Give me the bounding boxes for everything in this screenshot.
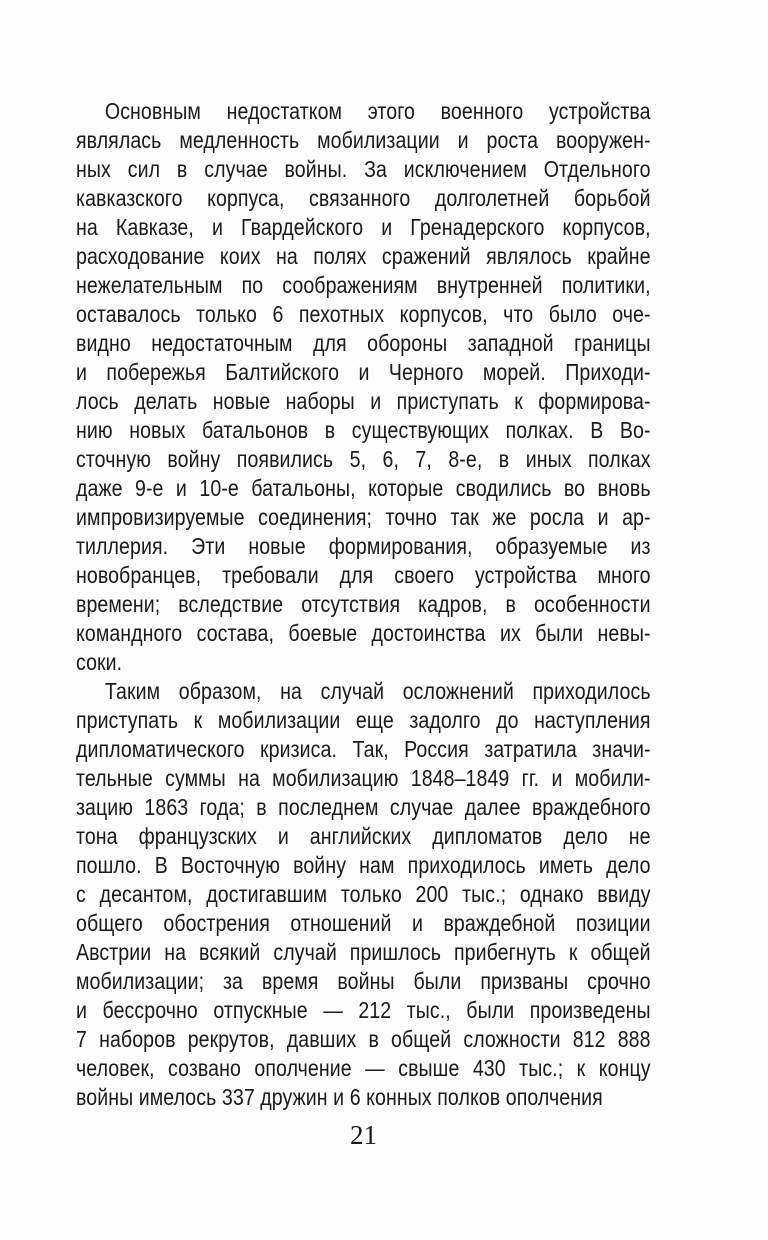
text-line: войны имелось 337 дружин и 6 конных полков ополчения: [76, 1084, 603, 1110]
text-line: нежелательным по соображениям внутренней политики,: [76, 272, 651, 298]
text-line: даже 9-е и 10-е батальоны, которые сводились во вновь: [76, 475, 651, 501]
text-line: кавказского корпуса, связанного долголетней борьбой: [76, 185, 651, 211]
text-line: являлась медленность мобилизации и роста вооружен-: [76, 127, 651, 153]
text-line: оставалось только 6 пехотных корпусов, что было оче-: [76, 301, 651, 327]
text-line: общего обострения отношений и враждебной позиции: [76, 910, 651, 936]
text-line: нию новых батальонов в существующих полках. В Во-: [76, 417, 651, 443]
text-line: видно недостаточным для обороны западной границы: [76, 330, 651, 356]
text-line: Австрии на всякий случай пришлось прибегнуть к общей: [76, 939, 651, 965]
page-text: [76, 97, 651, 1112]
text-line: командного состава, боевые достоинства их были невы-: [76, 620, 651, 646]
text-line: 7 наборов рекрутов, давших в общей сложности 812 888: [76, 1026, 651, 1052]
text-line: дипломатического кризиса. Так, Россия затратила значи-: [76, 736, 651, 762]
text-line: Основным недостатком этого военного устройства: [104, 98, 651, 124]
page-number: 21: [350, 1120, 377, 1150]
text-line: человек, созвано ополчение — свыше 430 тыс.; к концу: [76, 1055, 651, 1081]
text-line: и побережья Балтийского и Черного морей. Приходи-: [76, 359, 651, 385]
text-line: тона французских и английских дипломатов дело не: [76, 823, 651, 849]
text-line: тиллерия. Эти новые формирования, образуемые из: [76, 533, 651, 559]
text-line: импровизируемые соединения; точно так же росла и ар-: [76, 504, 651, 530]
text-line: ных сил в случае войны. За исключением Отдельного: [76, 156, 651, 182]
text-line: пошло. В Восточную войну нам приходилось иметь дело: [76, 852, 651, 878]
text-line: зацию 1863 года; в последнем случае далее враждебного: [76, 794, 651, 820]
text-line: расходование коих на полях сражений являлось крайне: [76, 243, 651, 269]
text-line: времени; вследствие отсутствия кадров, в особенности: [76, 591, 651, 617]
text-line: с десантом, достигавшим только 200 тыс.; однако ввиду: [76, 881, 651, 907]
text-line: тельные суммы на мобилизацию 1848–1849 гг. и мобили-: [76, 765, 651, 791]
text-line: мобилизации; за время войны были призваны срочно: [76, 968, 651, 994]
text-line: новобранцев, требовали для своего устройства много: [76, 562, 651, 588]
text-line: и бессрочно отпускные — 212 тыс., были произведены: [76, 997, 651, 1023]
text-line: на Кавказе, и Гвардейского и Гренадерского корпусов,: [76, 214, 651, 240]
text-line: лось делать новые наборы и приступать к формирова-: [76, 388, 651, 414]
text-line: соки.: [76, 649, 123, 675]
text-line: приступать к мобилизации еще задолго до наступления: [76, 707, 651, 733]
text-line: Таким образом, на случай осложнений приходилось: [104, 678, 651, 704]
text-line: сточную войну появились 5, 6, 7, 8-е, в иных полках: [76, 446, 651, 472]
